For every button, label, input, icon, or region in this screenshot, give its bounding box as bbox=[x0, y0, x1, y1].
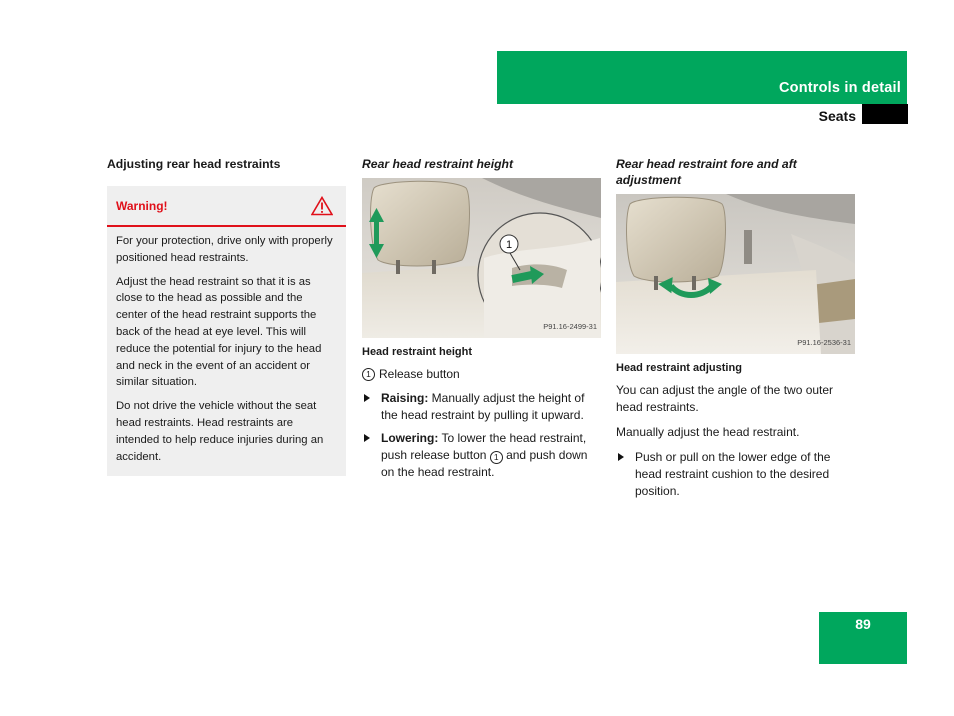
bullet-push-pull bbox=[616, 449, 856, 500]
bullet-arrow-icon bbox=[364, 394, 370, 402]
warning-paragraph: Do not drive the vehicle without the seat head restraints. Head restraints are intended to help reduce injuries during an accident. bbox=[116, 400, 324, 463]
column-warning bbox=[107, 156, 346, 476]
body-paragraph: You can adjust the angle of the two outer head restraints. bbox=[616, 383, 834, 414]
bullet-arrow-icon bbox=[618, 453, 624, 461]
bullet-lead: Raising: bbox=[381, 391, 429, 405]
head-restraint-adjusting-illustration bbox=[616, 194, 855, 354]
legend-item bbox=[362, 366, 602, 383]
column-fore-aft bbox=[616, 156, 856, 506]
figure-code: P91.16-2499-31 bbox=[543, 322, 597, 331]
warning-box bbox=[107, 186, 346, 476]
heading-adjusting-rear-head-restraints: Adjusting rear head restraints bbox=[107, 157, 281, 171]
body-paragraph: Manually adjust the head restraint. bbox=[616, 425, 800, 439]
bullet-text: and push down on the head restraint. bbox=[381, 448, 588, 479]
page-number: 89 bbox=[855, 616, 871, 632]
warning-paragraph: For your protection, drive only with properly positioned head restraints. bbox=[116, 235, 333, 264]
figure-head-restraint-height bbox=[362, 178, 601, 338]
figure-callout-1: 1 bbox=[505, 239, 513, 251]
warning-header bbox=[107, 186, 346, 227]
figure-code: P91.16-2536-31 bbox=[797, 338, 851, 347]
bullet-lowering bbox=[362, 430, 602, 481]
head-restraint-height-illustration bbox=[362, 178, 601, 338]
heading-fore-aft-adjustment: Rear head restraint fore and aft adjustment bbox=[616, 157, 797, 187]
legend-text: Release button bbox=[379, 367, 460, 381]
bullet-lead: Lowering: bbox=[381, 431, 439, 445]
warning-paragraph: Adjust the head restraint so that it is as close to the head as possible and the center of the head restraint supports the back of the head at eye level. This will reduce the potential for injury to the head and neck in the event of an accident or similar situation. bbox=[116, 275, 322, 389]
subsection-tab bbox=[862, 104, 908, 124]
header-band bbox=[497, 51, 907, 104]
figure-caption: Head restraint height bbox=[362, 346, 473, 358]
warning-triangle-icon bbox=[311, 196, 333, 221]
warning-label: Warning! bbox=[116, 199, 168, 213]
section-title: Controls in detail bbox=[778, 80, 901, 96]
bullet-text: Push or pull on the lower edge of the head restraint cushion to the desired position. bbox=[635, 450, 831, 498]
inline-reference-number: 1 bbox=[490, 451, 503, 464]
subsection-title: Seats bbox=[818, 108, 856, 124]
figure-head-restraint-adjusting bbox=[616, 194, 855, 354]
page-number-box bbox=[819, 612, 907, 664]
column-height bbox=[362, 156, 602, 487]
figure-caption: Head restraint adjusting bbox=[616, 362, 742, 374]
bullet-text: Manually adjust the height of the head restraint by pulling it upward. bbox=[381, 391, 585, 422]
bullet-raising bbox=[362, 390, 602, 424]
bullet-arrow-icon bbox=[364, 434, 370, 442]
legend-number: 1 bbox=[362, 368, 375, 381]
bullet-text: To lower the head restraint, push release button bbox=[381, 431, 587, 462]
heading-rear-head-restraint-height: Rear head restraint height bbox=[362, 157, 514, 171]
